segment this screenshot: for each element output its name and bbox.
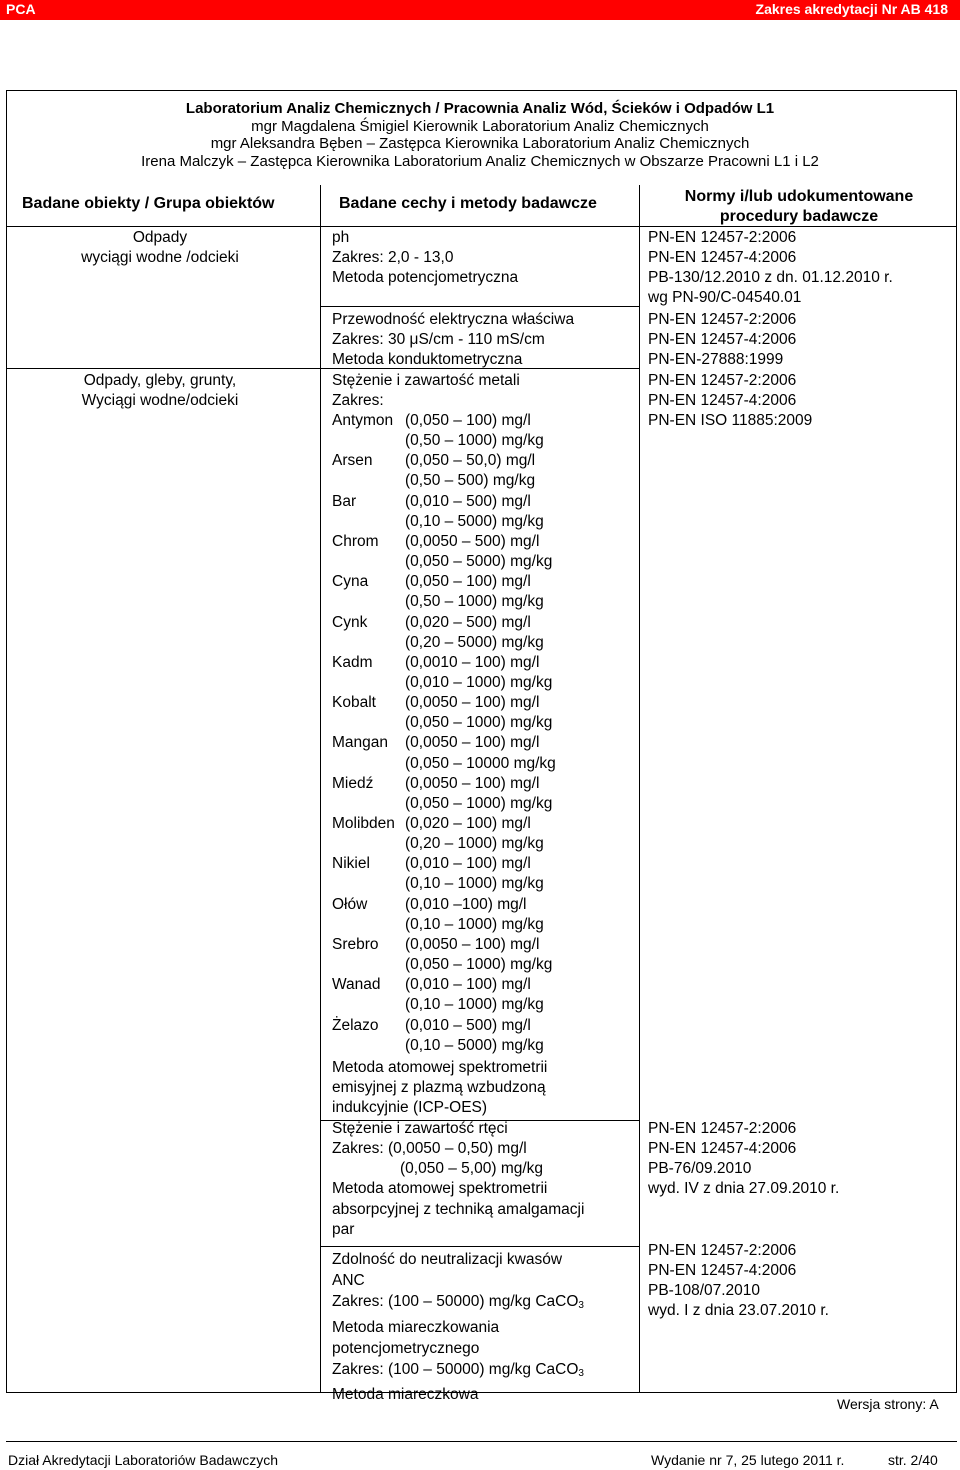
metal-name: Kobalt — [332, 694, 376, 712]
norm-line: PN-EN 12457-4:2006 — [648, 392, 797, 410]
row-divider — [320, 306, 639, 307]
object-group-a — [10, 228, 310, 268]
method-line: Zakres: (0,0050 – 0,50) mg/l — [332, 1140, 527, 1158]
method-line: Zakres: 2,0 - 13,0 — [332, 249, 454, 267]
metal-range-mgl: (0,010 – 100) mg/l — [405, 855, 531, 873]
metal-name: Żelazo — [332, 1016, 379, 1034]
method-line: Metoda potencjometryczna — [332, 269, 519, 287]
metal-range-mgkg: (0,050 – 10000 mg/kg — [405, 754, 556, 772]
method-ph — [332, 228, 518, 288]
norm-line: wyd. I z dnia 23.07.2010 r. — [648, 1302, 829, 1320]
norm-line: PN-EN 12457-2:2006 — [648, 1242, 797, 1259]
norm-line: PN-EN 12457-4:2006 — [648, 331, 797, 349]
metal-range-mgl: (0,010 – 100) mg/l — [405, 976, 531, 994]
metal-name: Ołów — [332, 895, 368, 913]
metal-name: Miedź — [332, 774, 374, 792]
norm-line: PN-EN 12457-2:2006 — [648, 1120, 797, 1137]
method-line: ph — [332, 229, 350, 246]
col-header-norms-line: procedury badawcze — [719, 208, 879, 225]
method-line: Metoda miareczkowania — [332, 1318, 500, 1336]
metal-name: Kadm — [332, 653, 373, 671]
col-header-norms — [648, 187, 950, 227]
norm-line: PN-EN 12457-4:2006 — [648, 1140, 797, 1158]
method-line: Metoda miareczkowa — [332, 1386, 479, 1404]
method-line: Zdolność do neutralizacji kwasów — [332, 1251, 563, 1268]
norm-line: PB-130/12.2010 z dn. 01.12.2010 r. — [648, 269, 893, 287]
method-line: potencjometrycznego — [332, 1339, 480, 1357]
metal-range-mgl: (0,010 – 500) mg/l — [405, 1016, 531, 1034]
footer-department: Dział Akredytacji Laboratoriów Badawczych — [8, 1452, 279, 1468]
norm-line: PN-EN 12457-4:2006 — [648, 1262, 797, 1280]
method-line: emisyjnej z plazmą wzbudzoną — [332, 1079, 546, 1097]
metal-name: Wanad — [332, 976, 381, 994]
metal-name: Molibden — [332, 815, 395, 832]
object-line: Odpady, gleby, grunty, — [83, 372, 237, 389]
metal-range-mgkg: (0,050 – 1000) mg/kg — [405, 956, 553, 974]
metal-name: Antymon — [332, 412, 394, 429]
staff-line: Irena Malczyk – Zastępca Kierownika Laboratorium Analiz Chemicznych w Obszarze Pracowni L1 i L2 — [141, 152, 819, 170]
top-bar — [0, 0, 960, 20]
header-divider — [6, 226, 957, 227]
staff-line: mgr Magdalena Śmigiel Kierownik Laboratorium Analiz Chemicznych — [251, 117, 709, 135]
row-divider — [320, 1246, 639, 1247]
lab-title: Laboratorium Analiz Chemicznych / Pracownia Analiz Wód, Ścieków i Odpadów L1 — [185, 100, 775, 117]
metal-range-mgkg: (0,050 – 1000) mg/kg — [405, 714, 553, 732]
norms-mercury — [648, 1119, 839, 1200]
metal-range-mgkg: (0,050 – 5000) mg/kg — [405, 553, 553, 571]
metal-name: Nikiel — [332, 855, 370, 873]
norm-line: PN-EN ISO 11885:2009 — [648, 412, 813, 430]
page-version: Wersja strony: A — [837, 1396, 939, 1412]
col-header-objects: Badane obiekty / Grupa obiektów — [22, 195, 275, 212]
metal-name: Cynk — [332, 613, 368, 631]
method-line: par — [332, 1220, 355, 1238]
column-divider — [639, 185, 640, 1393]
metal-range-mgl: (0,020 – 500) mg/l — [405, 613, 531, 631]
metal-range-mgl: (0,0010 – 100) mg/l — [405, 653, 540, 671]
col-header-methods: Badane cechy i metody badawcze — [339, 195, 597, 212]
row-divider — [6, 368, 320, 369]
metal-name: Arsen — [332, 452, 373, 470]
metal-range-mgkg: (0,10 – 5000) mg/kg — [405, 1036, 544, 1054]
metal-range-mgkg: (0,050 – 1000) mg/kg — [405, 794, 553, 812]
object-line: Wyciągi wodne/odcieki — [81, 392, 239, 410]
norm-line: PN-EN-27888:1999 — [648, 351, 784, 369]
method-line: (0,050 – 5,00) mg/kg — [400, 1160, 544, 1178]
metal-range-mgkg: (0,10 – 5000) mg/kg — [405, 512, 544, 530]
method-line — [332, 1359, 584, 1384]
lab-header — [0, 100, 960, 170]
metal-range-mgl: (0,020 – 100) mg/l — [405, 815, 531, 832]
object-line: wyciągi wodne /odcieki — [81, 249, 239, 267]
metal-range-mgkg: (0,50 – 500) mg/kg — [405, 472, 536, 490]
metal-range-mgl: (0,010 –100) mg/l — [405, 895, 527, 913]
method-icp — [332, 1058, 547, 1118]
metal-range-mgl: (0,0050 – 100) mg/l — [405, 734, 540, 752]
metal-name: Mangan — [332, 734, 389, 752]
method-line: Przewodność elektryczna właściwa — [332, 311, 575, 328]
method-line: absorpcyjnej z techniką amalgamacji — [332, 1200, 585, 1218]
metal-range-mgl: (0,0050 – 100) mg/l — [405, 935, 540, 953]
object-line: Odpady — [132, 229, 188, 246]
subscript: 3 — [578, 1368, 584, 1380]
metal-range-mgl: (0,010 – 500) mg/l — [405, 492, 531, 510]
metal-range-mgkg: (0,20 – 5000) mg/kg — [405, 633, 544, 651]
footer-page-number: str. 2/40 — [888, 1452, 938, 1468]
metal-range-mgl: (0,0050 – 500) mg/l — [405, 532, 540, 550]
metal-range-mgkg: (0,10 – 1000) mg/kg — [405, 996, 544, 1014]
metal-name: Chrom — [332, 532, 379, 550]
column-divider — [320, 185, 321, 1393]
norms-conductivity — [648, 310, 796, 370]
method-conductivity — [332, 310, 574, 370]
metal-name: Bar — [332, 492, 357, 510]
metal-range-mgl: (0,050 – 100) mg/l — [405, 412, 531, 429]
subscript: 3 — [578, 1300, 584, 1312]
norms-metals — [648, 371, 812, 431]
norm-line: PB-108/07.2010 — [648, 1282, 761, 1300]
document-title: Zakres akredytacji Nr AB 418 — [755, 1, 948, 17]
staff-line: mgr Aleksandra Bęben – Zastępca Kierownika Laboratorium Analiz Chemicznych — [210, 135, 750, 152]
norms-anc — [648, 1241, 829, 1322]
metal-range-mgl: (0,0050 – 100) mg/l — [405, 774, 540, 792]
metal-range-mgl: (0,0050 – 100) mg/l — [405, 694, 540, 712]
norms-ph — [648, 228, 893, 309]
footer-edition: Wydanie nr 7, 25 lutego 2011 r. — [651, 1452, 845, 1468]
method-line: indukcyjnie (ICP-OES) — [332, 1099, 488, 1117]
method-line: ANC — [332, 1272, 365, 1290]
method-line: Zakres: 30 μS/cm - 110 mS/cm — [332, 331, 545, 349]
method-mercury — [332, 1119, 584, 1240]
norm-line: PN-EN 12457-2:2006 — [648, 311, 797, 328]
metal-name: Cyna — [332, 573, 369, 591]
method-line-text: Zakres: (100 – 50000) mg/kg CaCO — [332, 1361, 579, 1379]
metal-range-mgkg: (0,10 – 1000) mg/kg — [405, 875, 544, 893]
metal-range-mgkg: (0,50 – 1000) mg/kg — [405, 432, 544, 450]
footer-divider — [6, 1441, 957, 1442]
norm-line: wg PN-90/C-04540.01 — [648, 289, 802, 307]
col-header-norms-line: Normy i/lub udokumentowane — [684, 188, 914, 205]
object-group-b — [10, 371, 310, 411]
metal-range-mgl: (0,050 – 100) mg/l — [405, 573, 531, 591]
method-line: Metoda konduktometryczna — [332, 351, 523, 369]
method-metals-head — [332, 371, 520, 411]
metal-range-mgkg: (0,010 – 1000) mg/kg — [405, 673, 553, 691]
norm-line: PN-EN 12457-4:2006 — [648, 249, 797, 267]
method-line: Stężenie i zawartość rtęci — [332, 1120, 508, 1137]
method-line-text: Zakres: (100 – 50000) mg/kg CaCO — [332, 1293, 579, 1311]
method-line: Metoda atomowej spektrometrii — [332, 1180, 548, 1198]
method-line: Stężenie i zawartość metali — [332, 372, 520, 389]
org-label: PCA — [6, 1, 36, 17]
norm-line: PN-EN 12457-2:2006 — [648, 229, 797, 246]
method-line: Metoda atomowej spektrometrii — [332, 1059, 548, 1076]
method-line — [332, 1291, 584, 1316]
method-anc — [332, 1249, 584, 1405]
norm-line: wyd. IV z dnia 27.09.2010 r. — [648, 1180, 840, 1198]
metal-name: Srebro — [332, 935, 379, 953]
metal-range-mgkg: (0,20 – 1000) mg/kg — [405, 835, 544, 853]
method-line: Zakres: — [332, 392, 384, 410]
metal-range-mgl: (0,050 – 50,0) mg/l — [405, 452, 536, 470]
metal-range-mgkg: (0,10 – 1000) mg/kg — [405, 915, 544, 933]
metal-range-mgkg: (0,50 – 1000) mg/kg — [405, 593, 544, 611]
norm-line: PB-76/09.2010 — [648, 1160, 752, 1178]
norm-line: PN-EN 12457-2:2006 — [648, 372, 797, 389]
